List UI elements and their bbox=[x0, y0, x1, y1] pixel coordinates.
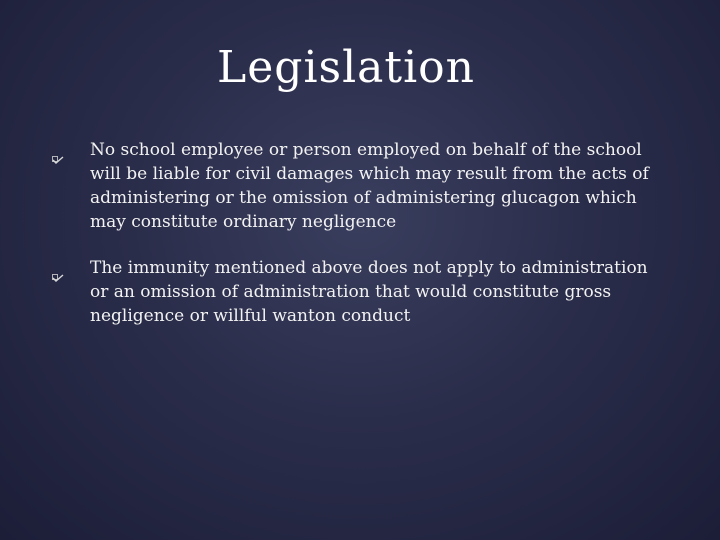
bullet-text: No school employee or person employed on behalf of the school will be liable for civil damages which may result from the acts of administering or the omission of administering glucagon which may constitute ordinary negligence bbox=[90, 140, 649, 232]
checkbox-mark-icon bbox=[52, 147, 64, 155]
slide-title: Legislation bbox=[217, 42, 475, 93]
bullet-item bbox=[52, 138, 652, 234]
bullet-list bbox=[52, 138, 652, 350]
bullet-text: The immunity mentioned above does not apply to administration or an omission of administration that would constitute gross negligence or willful wanton conduct bbox=[90, 258, 648, 326]
checkbox-mark-icon bbox=[52, 265, 64, 273]
bullet-item bbox=[52, 256, 652, 328]
